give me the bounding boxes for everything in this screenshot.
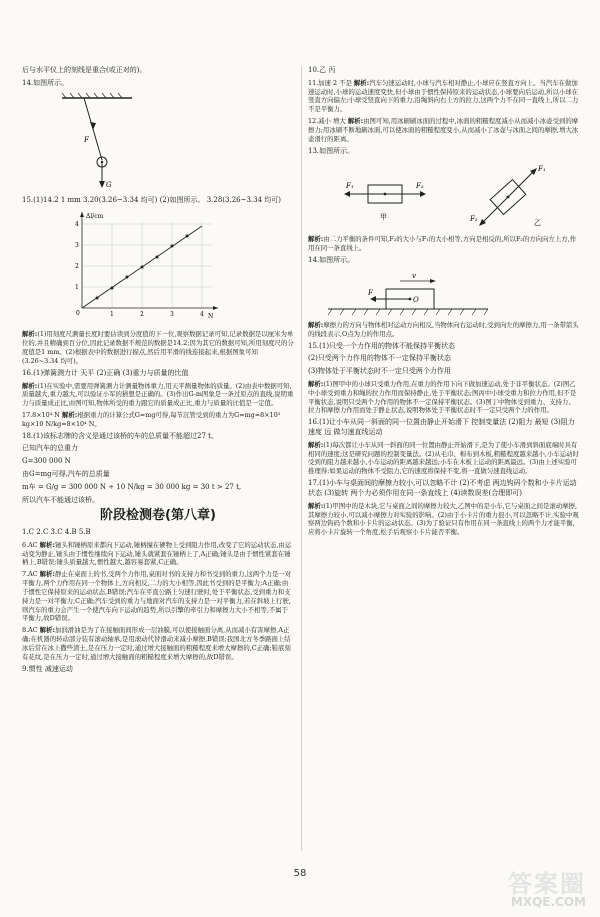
- q8-jx-text: 加润滑油是为了在接触面间形成一层油膜,可以使接触面分离,从而减小有害摩擦,A正确;在机器的转动部分装有滚动轴承,是用滚动代替滑动来减小摩擦,B错误;我国北方冬季路面上结冰后常在冰上撒些渣土,是在压力一定时,通过增大接触面的粗糙程度来增大摩擦的,C正确;鞋底刻有花纹,是在压力一定时,通过增大接触面的粗糙程度来增大摩擦的,故D错误。: [22, 626, 291, 661]
- svg-text:N: N: [208, 313, 214, 321]
- svg-text:G: G: [106, 180, 112, 189]
- q17-text: 17.8×10⁴ N: [22, 410, 60, 419]
- q17r-explanation: [308, 502, 580, 537]
- q16-jx-label: 解析:: [22, 381, 38, 390]
- q18-conclusion: 所以汽车不能通过该桥。: [22, 495, 99, 504]
- q7-jx-text: 静止在桌面上的书,受两个力作用,桌面对书的支持力和书受到的重力,这两个力是一对平衡力,两个力作用在同一个物体上,方向相反,二力的大小相等,因此书受到的是平衡力;A正确;由于惯性它保持原来的运动状态,B错误;汽车在平直公路上匀速行驶时,处于平衡状态,受到重力和支持力是一对平衡力,C正确;汽车受到的重力与地面对汽车的支持力是一对平衡力,若在斜坡上行驶,则汽车的重力会产生一个使汽车向下运动的趋势,所以引擎的牵引力和摩擦力大小不相等,不属于平衡力,故D错误。: [22, 570, 292, 623]
- q7-jx-label: 解析:: [39, 570, 55, 579]
- svg-text:Δl/cm: Δl/cm: [86, 213, 104, 221]
- q12-answer: [308, 117, 580, 143]
- svg-text:4: 4: [75, 221, 79, 229]
- right-column: [308, 66, 580, 857]
- q16r-jx-label: 解析:: [308, 440, 324, 449]
- q17-jx-text: 根据重力的计算公式G=mg可得,每节沉管受到的重力为G=mg=8×10³ kg×10 N/kg=8×10⁴ N。: [22, 410, 281, 428]
- svg-text:2: 2: [140, 311, 144, 319]
- q17r-answer: 17.(1)小车与桌面间的摩擦力较小,可以忽略不计 (2)不考虑 两边钩码个数和小卡片运动状态 (3)旋转 两个力必须作用在同一条直线上 (4)读数误差(合理即可): [308, 479, 577, 497]
- q15r-jx-label: 解析:: [308, 379, 324, 388]
- q10-answer: 10.乙 丙: [308, 66, 336, 74]
- svg-text:F: F: [368, 288, 373, 297]
- pendulum-figure: [22, 92, 294, 192]
- q15-explanation: [22, 330, 294, 365]
- q15-jx-label: 解析:: [22, 330, 38, 339]
- q18-gravity: G=300 000 N: [22, 457, 71, 466]
- q13-jx-label: 解析:: [308, 235, 324, 244]
- q16r-answer: 16.(1)让小车从同一斜面的同一位置由静止开始滑下 控制变量法 (2)阻力 最短 (3)阻力 速度 远 做匀速直线运动: [308, 418, 575, 436]
- q18-known: 已知汽车的总重力: [22, 444, 78, 453]
- q15r-explanation: [308, 380, 580, 415]
- q13-label: 13.如图所示。: [308, 146, 355, 155]
- q11-jx-label: 解析:: [353, 78, 370, 87]
- svg-text:F: F: [84, 135, 89, 144]
- svg-text:3: 3: [75, 242, 79, 250]
- q16-jx-text: (1)在实验中,需要用弹簧测力计测量物体重力,用天平测量物体的质量。(2)由表中数据可知,质量越大,重力越大,可以验证小军的猜想是正确的。(3)作出G-m图象是一条过原点的直线,说明重力与质量成正比,由图可知,物体所受的重力跟它的质量成正比,重力与质量的比值是一定值。: [22, 381, 294, 408]
- q6-text: 6.AC: [22, 540, 38, 549]
- q18-formula: m车 = G/g = 300 000 N ÷ 10 N/kg = 30 000 kg = 30 t > 27 t,: [22, 482, 242, 491]
- watermark-logo: 答案圈: [508, 870, 586, 898]
- q14-jx-text: 摩擦力的方向与物体相对运动方向相反,当物体向右运动时,受到向左的摩擦力,用一条带箭头的线段表示,O点为力的作用点。: [308, 320, 579, 338]
- svg-text:3: 3: [170, 311, 174, 319]
- q15r-line3: (3)物体处于平衡状态时不一定只受两个力作用: [308, 367, 451, 376]
- q12-jx-text: 由图可知,用冰刷刷冰面的过程中,冰面的粗糙程度减小从而减小冰壶受到的摩擦力;用冰刷不断地刷冰面,可以使冰面的粗糙程度变小,从而减小了冰壶与冰面之间的摩擦,增大冰壶滑行的距离。: [308, 117, 579, 143]
- q13-figure: [308, 159, 580, 231]
- svg-text:1: 1: [110, 311, 114, 319]
- mc-answers: 1.C 2.C 3.C 4.B 5.B: [22, 528, 91, 537]
- q14r-label: 14.如图所示。: [308, 256, 355, 265]
- q14-figure: [308, 269, 580, 317]
- q13-label-yi: 乙: [534, 219, 541, 228]
- svg-text:O: O: [413, 295, 419, 304]
- q11-jx-text: 汽车匀速运动时,小球与汽车相对静止,小球应在竖直方向上。当汽车在做加速运动时,小球的运动速度变快,但小球由于惯性保持原来的运动状态,小球要向后运动,所以小球在竖直方向偏左;小球受竖直向下的重力,沿绳斜向右上方的拉力,这两个力不在同一直线上,所以二力不是平衡力。: [308, 78, 579, 114]
- q15-answer: 15.(1)14.2 1 mm 3.20(3.26~3.34 均可) (2)如图所示。 3.28(3.26~3.34 均可): [22, 195, 282, 204]
- q15r-jx-text: (1)图甲中的小球只受重力作用,在重力的作用下向下做加速运动,处于非平衡状态。(2)图乙中小球受到重力和绳的拉力作用而保持静止,处于平衡状态;图丙中小球受重力和拉力作用,但不是平衡状态,说明只受两个力作用的物体不一定保持平衡状态。(3)图丁中物体受到重力、支持力、拉力和摩擦力作用而处于静止状态,说明物体处于平衡状态时不一定只受两个力的作用。: [308, 379, 577, 415]
- svg-text:4: 4: [200, 311, 204, 319]
- q13-jx-text: 由二力平衡的条件可知,F₂的大小与F₁的大小相等,方向是相反的,所以F₂的方向向左上方,作用在同一条直线上。: [308, 235, 577, 253]
- svg-text:v: v: [412, 271, 416, 280]
- q7-text: 7.AC: [22, 570, 38, 579]
- svg-text:F₁: F₁: [538, 165, 546, 174]
- intro-text: 后与水平仪上的刻线是重合(或正对的)。: [22, 66, 147, 74]
- q14-explanation: [308, 321, 580, 339]
- q16-answer: 16.(1)弹簧测力计 天平 (2)正确 (3)重力与质量的比值: [22, 368, 189, 377]
- left-column: [22, 66, 294, 857]
- q16r-explanation: [308, 441, 580, 476]
- q16-explanation: [22, 382, 294, 408]
- q15r-line2: (2)只受两个力作用的物体不一定保持平衡状态: [308, 354, 451, 363]
- q8-jx-label: 解析:: [39, 626, 55, 635]
- section-title: 阶段检测卷(第八章): [100, 508, 216, 524]
- svg-text:F₂: F₂: [416, 182, 424, 191]
- page-number: 58: [293, 868, 307, 879]
- q6-answer: [22, 541, 294, 567]
- q17r-jx-text: (1)甲图中的是木块,它与桌面之间的摩擦力较大,乙图中的是小车,它与桌面之间是滚动摩擦,其摩擦力较小,可以减小摩擦力对实验的影响。(2)由于小卡片的重力很小,可以忽略不计,实验中观察两边钩码个数和小卡片的运动状态。(3)为了验证只有作用在同一条直线上的两个力才能平衡,应将小卡片旋转一个角度,松手后观察小卡片能否平衡。: [308, 501, 579, 537]
- q15-graph: [22, 208, 294, 326]
- svg-text:F₁: F₁: [346, 182, 354, 191]
- q6-jx-label: 解析:: [39, 540, 55, 549]
- q14-jx-label: 解析:: [308, 320, 324, 329]
- q12-text: 12.减小 增大: [308, 117, 346, 126]
- svg-text:2: 2: [75, 263, 79, 271]
- q15-jx-text: (1)用刻度尺测量长度时要估读到分度值的下一位,观察数据记录可知,记录数据是以厘米为单位的,并且精确到百分位,因此记录数据不规范的数据是14.2;因为其它的数据可知,所用刻度尺的分度值是1 mm。(2)根据表中的数据进行描点,然后用平滑的线连接起来,根据图象可知(3.26~3.34 均可)。: [22, 330, 294, 365]
- q14-label: 14.如图所示。: [22, 78, 69, 87]
- svg-text:F₂: F₂: [470, 215, 478, 224]
- q13-explanation: [308, 235, 580, 253]
- q18-from: 由G=mg可得,汽车的总质量: [22, 470, 110, 479]
- q11-text: 11.加速 2 不是: [308, 78, 352, 87]
- svg-text:0: 0: [76, 310, 80, 318]
- q16r-jx-text: (1)每次都让小车从同一斜面的同一位置由静止开始滑下,是为了使小车滑到斜面底端时具有相同的速度;这是研究问题的控制变量法。(2)从毛巾、棉布到木板,粗糙程度越来越小,小车运动时受到的阻力越来越小,小车运动的距离越来越远;小车在木板上运动的距离最远。(3)由上述实验可推理得:如果运动的物体不受阻力,它的速度将保持不变,将一直做匀速直线运动。: [308, 440, 579, 476]
- q8-answer: [22, 626, 294, 661]
- watermark-url: MXQE.COM: [510, 895, 586, 909]
- q17-jx-label: 解析:: [61, 410, 78, 419]
- q17r-jx-label: 解析:: [308, 501, 324, 510]
- q9-answer: 9.惯性 减速运动: [22, 664, 73, 673]
- column-divider: [301, 66, 302, 851]
- q18-answer: 18.(1)该标志牌的含义是通过该桥的车的总质量不能超过27 t。: [22, 431, 218, 440]
- q15r-line1: 15.(1)只受一个力作用的物体不能保持平衡状态: [308, 341, 456, 350]
- q17-answer: [22, 411, 294, 429]
- q8-text: 8.AC: [22, 626, 38, 635]
- q6-jx-text: 锤头和锤柄原来都向下运动,锤柄撞在硬物上受到阻力作用,改变了它的运动状态,由运动变为静止,锤头由于惯性继续向下运动,锤头就紧套在锤柄上了,A正确;锤头是由于惯性紧套在锤柄上,B错误;锤头质量越大,惯性越大,越容易套紧,C正确。: [22, 540, 292, 567]
- q7-answer: [22, 570, 294, 623]
- q12-jx-label: 解析:: [347, 117, 364, 126]
- q11-answer: [308, 79, 580, 114]
- svg-text:1: 1: [75, 284, 79, 292]
- q13-label-jia: 甲: [380, 213, 387, 222]
